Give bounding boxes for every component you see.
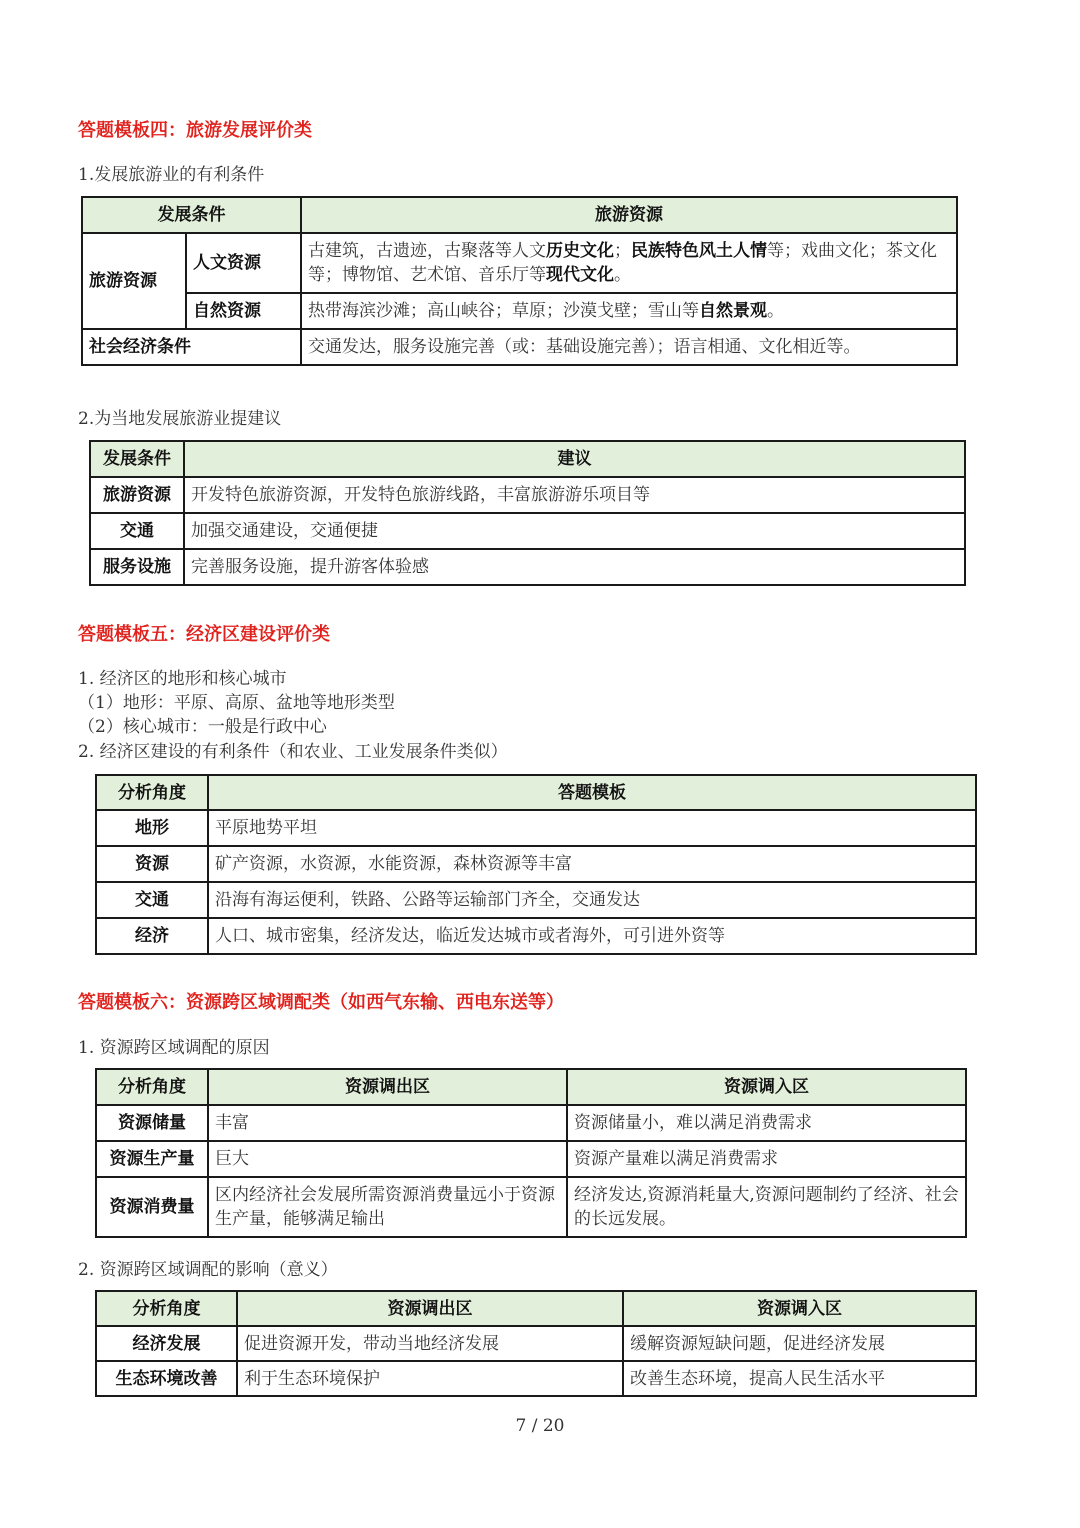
col-header-conditions: 发展条件 [90, 441, 184, 477]
text-line: 2. 资源跨区域调配的影响（意义） [78, 1260, 338, 1280]
cell-socioeconomic: 交通发达，服务设施完善（或：基础设施完善）；语言相通、文化相近等。 [301, 329, 957, 365]
row-label: 服务设施 [90, 549, 184, 585]
page-number: 7 / 20 [515, 1416, 565, 1436]
table-cell: 加强交通建设，交通便捷 [184, 513, 965, 549]
row-label-cultural: 人文资源 [186, 233, 301, 293]
row-group-tourism-resources: 旅游资源 [82, 233, 186, 329]
row-label: 交通 [96, 882, 208, 918]
cell-cultural-resources: 古建筑，古遗迹，古聚落等人文历史文化；民族特色风土人情等；戏曲文化；茶文化等；博物馆、艺术馆、音乐厅等现代文化。 [301, 233, 957, 293]
resource-transfer-reasons-table [95, 1068, 967, 1238]
row-label: 资源 [96, 846, 208, 882]
row-label: 旅游资源 [90, 477, 184, 513]
col-header-resources: 旅游资源 [301, 197, 957, 233]
text-line: 2. 经济区建设的有利条件（和农业、工业发展条件类似） [78, 742, 508, 762]
table-cell: 巨大 [208, 1141, 567, 1177]
row-label: 经济 [96, 918, 208, 954]
table-cell: 区内经济社会发展所需资源消费量远小于资源生产量，能够满足输出 [208, 1177, 567, 1237]
row-label: 地形 [96, 810, 208, 846]
subheading-favorable-conditions: 1.发展旅游业的有利条件 [78, 165, 265, 185]
economic-zone-table [95, 774, 977, 955]
row-label: 经济发展 [96, 1326, 237, 1361]
subheading-suggestions: 2.为当地发展旅游业提建议 [78, 409, 282, 429]
table-cell: 资源产量难以满足消费需求 [567, 1141, 966, 1177]
resource-transfer-effects-table [95, 1290, 977, 1397]
row-label: 交通 [90, 513, 184, 549]
col-header-angle: 分析角度 [96, 1291, 237, 1326]
table-cell: 资源储量小，难以满足消费需求 [567, 1105, 966, 1141]
row-label: 资源消费量 [96, 1177, 208, 1237]
text-line: （1）地形：平原、高原、盆地等地形类型 [78, 693, 395, 713]
col-header-suggestion: 建议 [184, 441, 965, 477]
col-header-import-region: 资源调入区 [623, 1291, 976, 1326]
table-cell: 经济发达,资源消耗量大,资源问题制约了经济、社会的长远发展。 [567, 1177, 966, 1237]
table-cell: 丰富 [208, 1105, 567, 1141]
section-heading-4: 答题模板四：旅游发展评价类 [78, 120, 312, 141]
table-cell: 沿海有海运便利，铁路、公路等运输部门齐全，交通发达 [208, 882, 976, 918]
table-cell: 平原地势平坦 [208, 810, 976, 846]
text-line: 1. 资源跨区域调配的原因 [78, 1038, 270, 1058]
tourism-suggestions-table [89, 440, 966, 586]
table-cell: 改善生态环境，提高人民生活水平 [623, 1361, 976, 1396]
row-label: 资源储量 [96, 1105, 208, 1141]
table-cell: 人口、城市密集，经济发达，临近发达城市或者海外，可引进外资等 [208, 918, 976, 954]
section-heading-5: 答题模板五：经济区建设评价类 [78, 624, 330, 645]
col-header-angle: 分析角度 [96, 1069, 208, 1105]
col-header-template: 答题模板 [208, 775, 976, 810]
table-cell: 促进资源开发，带动当地经济发展 [237, 1326, 623, 1361]
section-heading-6: 答题模板六：资源跨区域调配类（如西气东输、西电东送等） [78, 992, 564, 1013]
cell-natural-resources: 热带海滨沙滩；高山峡谷；草原；沙漠戈壁；雪山等自然景观。 [301, 293, 957, 329]
table-cell: 利于生态环境保护 [237, 1361, 623, 1396]
table-cell: 完善服务设施，提升游客体验感 [184, 549, 965, 585]
table-cell: 矿产资源，水资源，水能资源，森林资源等丰富 [208, 846, 976, 882]
text-line: 1. 经济区的地形和核心城市 [78, 669, 287, 689]
row-label-natural: 自然资源 [186, 293, 301, 329]
text-line: （2）核心城市：一般是行政中心 [78, 717, 327, 737]
col-header-conditions: 发展条件 [82, 197, 301, 233]
row-label: 资源生产量 [96, 1141, 208, 1177]
row-label-socioeconomic: 社会经济条件 [82, 329, 301, 365]
col-header-import-region: 资源调入区 [567, 1069, 966, 1105]
col-header-export-region: 资源调出区 [237, 1291, 623, 1326]
table-cell: 缓解资源短缺问题，促进经济发展 [623, 1326, 976, 1361]
row-label: 生态环境改善 [96, 1361, 237, 1396]
col-header-angle: 分析角度 [96, 775, 208, 810]
table-cell: 开发特色旅游资源，开发特色旅游线路，丰富旅游游乐项目等 [184, 477, 965, 513]
col-header-export-region: 资源调出区 [208, 1069, 567, 1105]
tourism-conditions-table [81, 196, 958, 366]
